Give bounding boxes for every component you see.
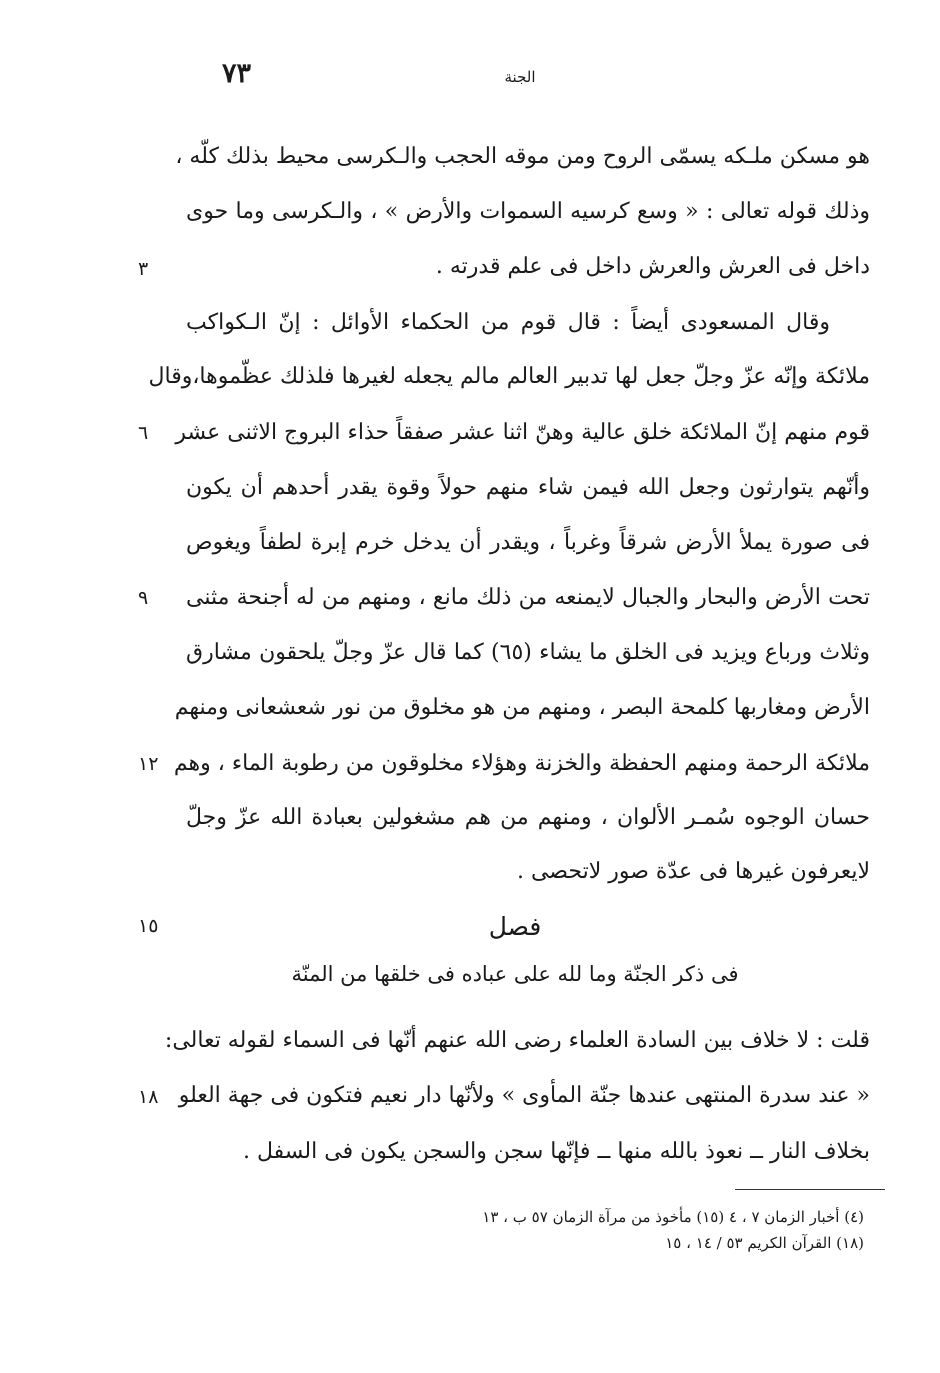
body-line: ملائكة الرحمة ومنهم الحفظة والخزنة وهؤلاء مخلوقون من رطوبة الماء ، وهم (173, 751, 870, 776)
body-line: هو مسكن ملـكه يسمّى الروح ومن موقه الحجب والـكرسى محيط بذلك كلّه ، (175, 144, 870, 169)
body-line: ملائكة وإنّه عزّ وجلّ جعل لها تدبير العالم مالم يجعله لغيرها فلذلك عظّموها،وقال (148, 364, 870, 389)
page-number: ٧٣ (222, 58, 252, 89)
body-line: قوم منهم إنّ الملائكة خلق عالية وهنّ اثنا عشر صفقاً حذاء البروج الاثنى عشر (175, 420, 870, 445)
line-number: ١٢ (138, 753, 159, 775)
body-line: حسان الوجوه سُمـر الألوان ، ومنهم من هم مشغولين بعبادة الله عزّ وجلّ (186, 805, 870, 830)
section-title: فصل (488, 912, 542, 941)
line-number: ١٥ (138, 915, 159, 937)
body-line: وذلك قوله تعالى : « وسع كرسيه السموات والأرض » ، والـكرسى وما حوى (186, 199, 870, 224)
footnote: (١٨) القرآن الكريم ٥٣ / ١٤ ، ١٥ (665, 1234, 864, 1252)
section-line: « عند سدرة المنتهى عندها جنّة المأوى » ولأنّها دار نعيم فتكون فى جهة العلو (178, 1083, 870, 1108)
body-line: الأرض ومغاربها كلمحة البصر ، ومنهم من هو مخلوق من نور شعشعانى ومنهم (174, 695, 870, 720)
body-line: وأنّهم يتوارثون وجعل الله فيمن شاء منهم حولاً وقوة يقدر أحدهم أن يكون (186, 475, 870, 500)
body-line: تحت الأرض والبحار والجبال لايمنعه من ذلك مانع ، ومنهم من له أجنحة مثنى (186, 585, 870, 610)
body-line: فى صورة يملأ الأرض شرقاً وغرباً ، ويقدر أن يدخل خرم إبرة لطفاً ويغوص (186, 530, 870, 555)
body-line: وثلاث ورباع ويزيد فى الخلق ما يشاء (٦٥) كما قال عزّ وجلّ يلحقون مشارق (186, 640, 870, 665)
line-number: ١٨ (138, 1086, 159, 1108)
footnote-rule (735, 1189, 885, 1190)
line-number: ٦ (138, 422, 149, 444)
running-head: الجنة (504, 68, 536, 86)
body-line: وقال المسعودى أيضاً : قال قوم من الحكماء الأوائل : إنّ الـكواكب (186, 310, 830, 335)
line-number: ٩ (138, 587, 149, 609)
body-line: لايعرفون غيرها فى عدّة صور لاتحصى . (516, 859, 870, 884)
section-subtitle: فى ذكر الجنّة وما لله على عباده فى خلقها من المنّة (291, 962, 739, 986)
body-line: داخل فى العرش والعرش داخل فى علم قدرته . (435, 254, 870, 279)
line-number: ٣ (138, 258, 149, 280)
section-line: بخلاف النار ــ نعوذ بالله منها ــ فإنّها سجن والسجن يكون فى السفل . (243, 1139, 870, 1164)
footnote: (٤) أخبار الزمان ٧ ، ٤ (١٥) مأخوذ من مرآة الزمان ٥٧ ب ، ١٣ (482, 1208, 864, 1226)
section-line: قلت : لا خلاف بين السادة العلماء رضى الله عنهم أنّها فى السماء لقوله تعالى: (164, 1028, 870, 1053)
